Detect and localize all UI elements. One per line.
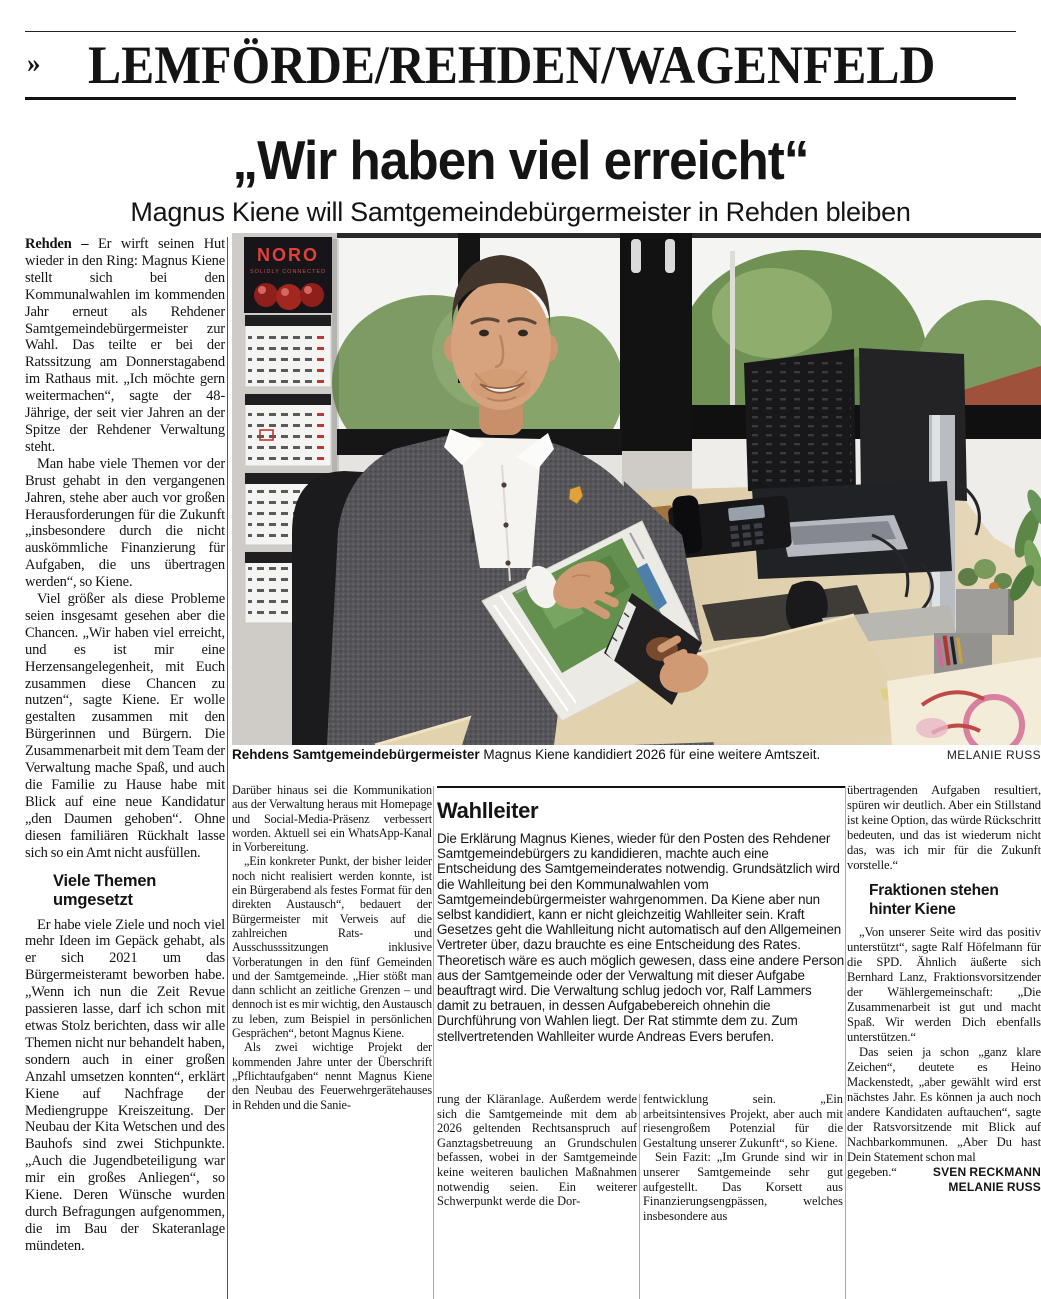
infobox-wahlleiter: [437, 786, 845, 1087]
column-rule: [845, 786, 846, 1299]
byline-row: gegeben.“ SVEN RECKMANN: [847, 1165, 1041, 1179]
paragraph: Er habe viele Ziele und noch viel mehr Ideen im Gepäck gehabt, als er sich 2021 um das Bürgermeisteramt beworben habe. „Wenn ich nun die Zeit Revue passieren lasse, darf ich schon mit etwas Stolz berichten, dass wir alle Themen nicht nur behandelt haben, sondern auch in einer großen Anzahl umsetzen konnten“, erklärt Kiene auf Nachfrage der Mediengruppe Kreiszeitung. Der Neubau der Kita Wetschen und des Bauhofs sind zwei Stichpunkte. „Auch die Jugendbeteiligung war mir ein großes Anliegen“, so Kiene. Deren Wünsche wurden durch Befragungen aufgenommen, die im Bau der Skateranlage mündeten.: [25, 916, 225, 1254]
column-rule: [433, 786, 434, 1299]
byline-author-1: SVEN RECKMANN: [932, 1165, 1041, 1179]
paragraph: „Von unserer Seite wird das positiv unterstützt“, sagte Ralf Höfelmann für die SPD. Ähnlich äußerte sich Bernhard Lanz, Fraktionsvorsitzender der Wählergemeinschaft: „Die Zusammenarbeit ist gut und macht Spaß. Wir werden Dich ebenfalls unterstützen.“: [847, 925, 1041, 1044]
kicker-chevron-icon: »: [27, 48, 41, 78]
photo-credit: MELANIE RUSS: [946, 748, 1041, 762]
article-photo: [232, 233, 1041, 745]
byline-author-2: MELANIE RUSS: [948, 1180, 1041, 1194]
paragraph: Das seien ja schon „ganz klare Zeichen“, deutete es Heino Mackenstedt, „aber gewählt wird erst nächstes Jahr. Es können ja auch noch andere Kandidaten auftauchen“, sagte der Ratsvorsitzende mit Blick auf Nachbarkommunen. „Aber Du hast Dein Statement schon mal: [847, 1045, 1041, 1164]
section-kicker: LEMFÖRDE/REHDEN/WAGENFELD: [88, 35, 936, 95]
paragraph: rung der Kläranlage. Außerdem werde sich die Samtgemeinde mit dem ab 2026 geltenden Rechtsanspruch auf Ganztagsbetreuung an Grundschulen befassen, wobei in der Samtgemeinde keine weiteren baulichen Maßnahmen notwendig seien. Ein weiterer Schwerpunkt werde die Dor-: [437, 1092, 637, 1209]
infobox-title: Wahlleiter: [437, 798, 539, 823]
crosshead-viele-themen: Viele Themen umgesetzt: [53, 871, 157, 910]
paragraph: Man habe viele Themen vor der Brust gehabt in den vergangenen Jahren, stehe aber auch vor großen Herausforderungen für die Zukunft „insbesondere durch die nicht auskömmliche Finanzierung für Aufgaben, die uns übertragen werden“, so Kiene.: [25, 455, 225, 591]
crosshead-fraktionen: Fraktionen stehen hinter Kiene: [869, 882, 999, 918]
calendar-brand: NORO: [257, 245, 319, 265]
article-column-4: [643, 1092, 843, 1299]
article-column-2: [232, 783, 432, 1299]
headline: „Wir haben viel erreicht“: [232, 129, 809, 191]
calendar-tagline: SOLIDLY CONNECTED: [249, 269, 327, 275]
dateline: Rehden –: [25, 236, 98, 252]
byline-row: [847, 1180, 1041, 1195]
article-column-5: [847, 783, 1041, 1299]
paragraph: fentwicklung sein. „Ein arbeitsintensives Projekt, aber auch mit riesengroßem Potenzial für die Gestaltung unserer Zukunft“, so Kiene.: [643, 1092, 843, 1150]
lead-paragraph: Rehden – Er wirft seinen Hut wieder in den Ring: Magnus Kiene stellt sich bei den Kommunalwahlen im kommenden Jahr erneut als Rehdener Samtgemeindebürgermeister zur Wahl. Das teilte er bei der Ratssitzung am Donnerstagabend im Rathaus mit. „Ich möchte gern weitermachen“, sagte der 48-Jährige, der seit vier Jahren an der Spitze der Rehdener Verwaltung steht.: [25, 236, 225, 455]
column-rule: [227, 237, 228, 1299]
article-column-3: [437, 1092, 637, 1299]
column-rule: [639, 1094, 640, 1299]
paragraph: Viel größer als diese Probleme seien insgesamt gesehen aber die Chancen. „Wir haben viel erreicht, und es ist mir eine Herzensangelegenheit, mit Euch zusammen diese Chancen zu nutzen“, sagte Kiene. Er wolle gestalten zusammen mit den Bürgerinnen und Bürgern. Die Zusammenarbeit mit dem Team der Verwaltung mache Spaß, und auch die Familie zu Hause habe mit Blick auf eine neue Kandidatur „den Daumen gehoben“. Ohne diesen familiären Rückhalt lasse sich so ein Amt nicht ausfüllen.: [25, 591, 225, 861]
infobox-text: Die Erklärung Magnus Kienes, wieder für den Posten des Rehdener Samtgemeindebürgers zu kandidieren, machte auch eine Entscheidung des Samtgemeinderates notwendig. Grundsätzlich wird die Wahlleitung bei den Kommunalwahlen vom Samtgemeindebürgermeister wahrgenommen. Da Kiene aber nun selbst kandidiert, kann er nicht gleichzeitig Wahlleiter sein. Kraft Gesetzes geht die Wahlleitung nicht automatisch auf den Allgemeinen Vertreter über, dazu brauchte es eine Entscheidung des Rates. Theoretisch wäre es auch möglich gewesen, dass eine andere Person aus der Samtgemeinde oder der Verwaltung mit dieser Aufgabe beauftragt wird. Die Verwaltung schlug jedoch vor, Ralf Lammers damit zu betrauen, in dessen Aufgabebereich ohnehin die Durchführung von Wahlen liegt. Der Rat stimmte dem zu. Zum stellvertretenden Wahlleiter wurde Andreas Evers berufen.: [437, 831, 845, 1044]
kicker-rule: [25, 97, 1016, 100]
caption-text: Rehdens Samtgemeindebürgermeister Magnus Kiene kandidiert 2026 für eine weitere Amtszeit.: [232, 747, 821, 762]
article-column-1: [25, 236, 225, 1299]
paragraph: übertragenden Aufgaben resultiert, spüren wir deutlich. Aber ein Stillstand ist keine Option, das würde Rückschritt bedeuten, und das ist wiederum nicht das, was ich mir für die Zukunft vorstelle.“: [847, 783, 1041, 872]
photo-caption: [232, 747, 1041, 762]
paragraph: Darüber hinaus sei die Kommunikation aus der Verwaltung heraus mit Homepage und Social-Media-Präsenz verbessert worden. Aktuell sei ein WhatsApp-Kanal in Vorbereitung.: [232, 783, 432, 855]
paragraph: „Ein konkreter Punkt, der bisher leider noch nicht realisiert werden konnte, ist ein Bürgerabend als festes Format für den direkten Austausch“, bedauert der Bürgermeister mit Verweis auf die zahlreichen Rats- und Ausschusssitzungen inklusive Vorberatungen in den fünf Gemeinden und der Samtgemeinde. „Hier stößt man dann schlicht an zeitliche Grenzen – und dennoch ist es mir wichtig, den Austausch zu leben, zum Beispiel in persönlichen Gesprächen“, betont Magnus Kiene.: [232, 854, 432, 1041]
paragraph: Als zwei wichtige Projekt der kommenden Jahre unter der Überschrift „Pflichtaufgaben“ nennt Magnus Kiene den Neubau des Feuerwehrgerätehauses in Rehden und die Sanie-: [232, 1040, 432, 1112]
top-rule: [25, 31, 1016, 32]
paragraph: Sein Fazit: „Im Grunde sind wir in unserer Samtgemeinde sehr gut aufgestellt. Das Korsett aus Finanzierungsengpässen, welches insbesondere aus: [643, 1150, 843, 1223]
subheadline: Magnus Kiene will Samtgemeindebürgermeister in Rehden bleiben: [130, 197, 911, 227]
